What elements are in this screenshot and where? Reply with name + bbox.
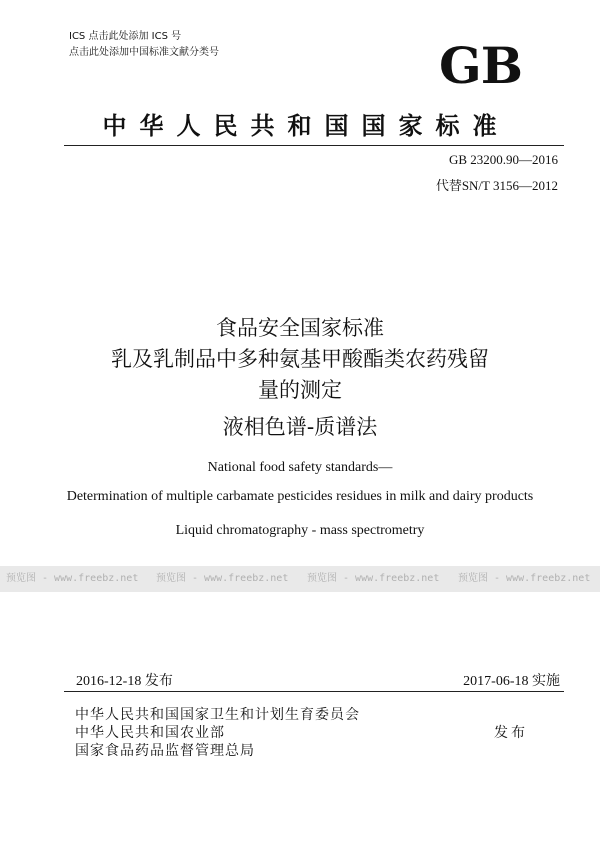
footer-rule [64, 691, 564, 692]
issuer-3: 国家食品药品监督管理总局 [75, 743, 255, 759]
watermark-band [0, 566, 600, 592]
title-line-4: 液相色谱-质谱法 [222, 415, 378, 439]
replaces-standard: 代替SN/T 3156—2012 [435, 178, 558, 193]
issuer-1: 中华人民共和国国家卫生和计划生育委员会 [75, 707, 360, 723]
title-line-3: 量的测定 [258, 378, 342, 402]
watermark-item: 预览图 - www.freebz.net [156, 573, 289, 584]
watermark-item: 预览图 - www.freebz.net [458, 573, 591, 584]
title-line-2: 乳及乳制品中多种氨基甲酸酯类农药残留 [111, 347, 489, 371]
english-title-line-3: Liquid chromatography - mass spectrometry [175, 523, 425, 538]
watermark-item: 预览图 - www.freebz.net [6, 573, 139, 584]
ics-placeholder: ICS 点击此处添加 ICS 号 [69, 31, 182, 42]
header-rule [64, 145, 564, 146]
english-title-line-1: National food safety standards— [207, 460, 393, 475]
gb-logo: GB [439, 36, 522, 95]
publish-date: 2016-12-18 发布 [76, 674, 173, 689]
issuer-2: 中华人民共和国农业部 [75, 725, 225, 741]
ccs-placeholder: 点击此处添加中国标准文献分类号 [69, 47, 219, 58]
issue-label: 发布 [494, 725, 528, 741]
title-line-1: 食品安全国家标准 [216, 316, 384, 340]
org-title: 中华人民共和国国家标准 [102, 112, 510, 140]
english-title-line-2: Determination of multiple carbamate pesticides residues in milk and dairy products [66, 489, 534, 504]
watermark-item: 预览图 - www.freebz.net [307, 573, 440, 584]
standard-number: GB 23200.90—2016 [448, 152, 558, 167]
effective-date: 2017-06-18 实施 [463, 674, 560, 689]
